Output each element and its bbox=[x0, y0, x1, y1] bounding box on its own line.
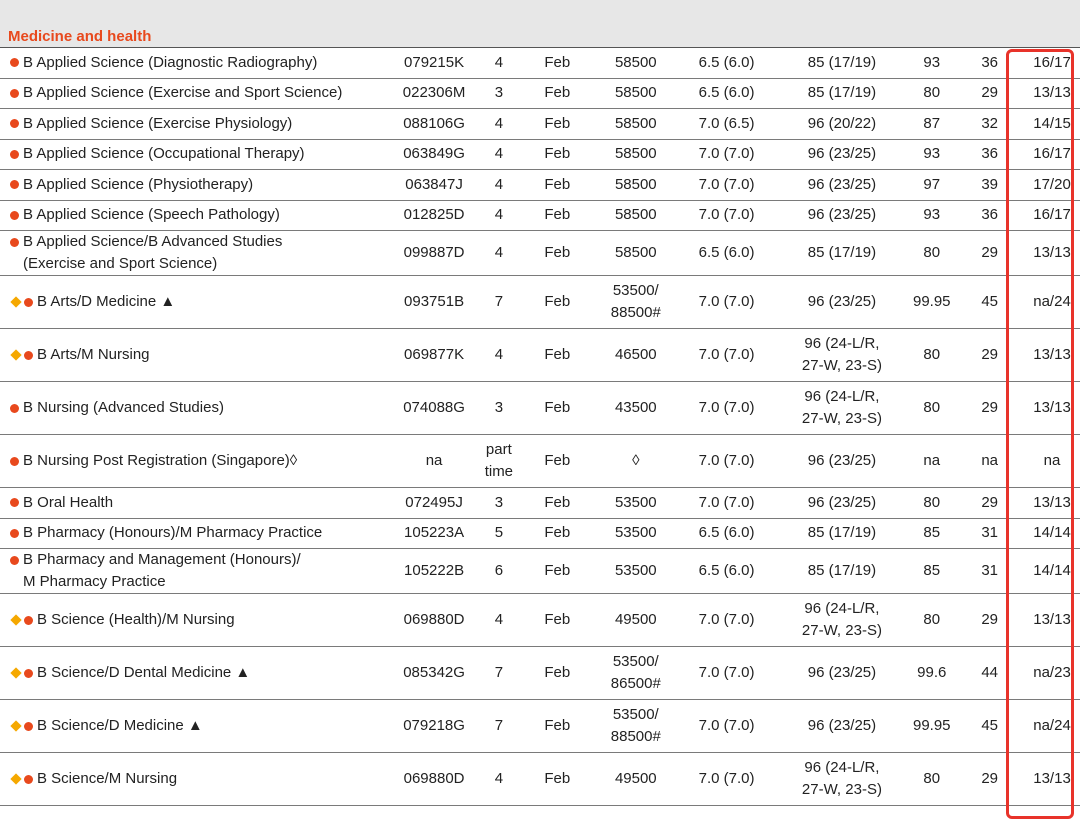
annual-fee: 49500 bbox=[614, 770, 657, 787]
ib-score: 36 bbox=[981, 53, 999, 71]
toefl-score: 85 (17/19) bbox=[807, 53, 877, 71]
course-name: B Science/D Dental Medicine ▲ bbox=[37, 664, 251, 681]
course-name-cell bbox=[0, 768, 391, 790]
annual-fee: 53500/ 88500# bbox=[610, 706, 661, 745]
diamond-icon bbox=[10, 296, 21, 307]
ielts-score: 7.0 (7.0) bbox=[698, 346, 755, 363]
row-markers bbox=[10, 82, 19, 104]
ielts-score: 7.0 (7.0) bbox=[698, 206, 755, 224]
ielts-score: 6.5 (6.0) bbox=[698, 84, 755, 102]
toefl-score: 85 (17/19) bbox=[807, 562, 877, 579]
course-name: B Applied Science (Exercise and Sport Science) bbox=[23, 84, 343, 102]
course-code: 069880D bbox=[403, 611, 465, 628]
course-code: 063847J bbox=[405, 175, 463, 193]
duration: 7 bbox=[494, 664, 504, 681]
table-row bbox=[0, 170, 1080, 201]
course-code: 069880D bbox=[403, 770, 465, 787]
course-code: 093751B bbox=[404, 293, 465, 310]
dot-icon bbox=[10, 238, 19, 247]
dot-icon bbox=[24, 616, 33, 625]
dot-icon bbox=[10, 529, 19, 538]
row-markers bbox=[10, 291, 33, 313]
duration: 7 bbox=[494, 717, 504, 734]
highlighted-score: 13/13 bbox=[1033, 244, 1071, 261]
ib-score: 32 bbox=[981, 114, 999, 132]
start-month: Feb bbox=[544, 84, 571, 102]
duration: 4 bbox=[494, 611, 504, 628]
ielts-score: 7.0 (7.0) bbox=[698, 175, 755, 193]
ib-score: 29 bbox=[981, 770, 999, 787]
row-markers bbox=[10, 204, 19, 226]
row-markers bbox=[10, 397, 19, 419]
toefl-score: 96 (24-L/R, 27-W, 23-S) bbox=[801, 759, 882, 798]
ielts-score: 7.0 (7.0) bbox=[698, 145, 755, 163]
course-name: B Applied Science (Occupational Therapy) bbox=[23, 145, 305, 163]
highlighted-score: na/23 bbox=[1033, 664, 1071, 681]
atar-score: 99.95 bbox=[912, 293, 951, 310]
annual-fee: 58500 bbox=[614, 53, 657, 71]
dot-icon bbox=[10, 180, 19, 189]
annual-fee: 53500/ 88500# bbox=[610, 282, 661, 321]
ib-score: 45 bbox=[981, 717, 999, 734]
atar-score: na bbox=[923, 452, 941, 469]
annual-fee: 58500 bbox=[614, 145, 657, 163]
highlighted-score: 13/13 bbox=[1033, 770, 1071, 787]
row-markers bbox=[10, 522, 19, 544]
course-name-cell bbox=[0, 450, 391, 472]
course-name: B Arts/M Nursing bbox=[37, 346, 150, 363]
table-row bbox=[0, 488, 1080, 519]
ielts-score: 6.5 (6.0) bbox=[698, 562, 755, 579]
course-code: 022306M bbox=[402, 84, 466, 102]
toefl-score: 96 (23/25) bbox=[807, 175, 877, 193]
ib-score: 31 bbox=[981, 562, 999, 579]
start-month: Feb bbox=[544, 399, 571, 416]
table-row bbox=[0, 549, 1080, 594]
duration: 7 bbox=[494, 293, 504, 310]
toefl-score: 85 (17/19) bbox=[807, 244, 877, 261]
duration: 4 bbox=[494, 145, 504, 163]
ielts-score: 6.5 (6.0) bbox=[698, 524, 755, 542]
row-markers bbox=[10, 662, 33, 684]
table-row bbox=[0, 201, 1080, 232]
toefl-score: 96 (23/25) bbox=[807, 664, 877, 681]
duration: 4 bbox=[494, 244, 504, 261]
table-row bbox=[0, 140, 1080, 171]
course-code: 063849G bbox=[403, 145, 465, 163]
ib-score: 31 bbox=[981, 524, 999, 542]
ielts-score: 7.0 (6.5) bbox=[698, 114, 755, 132]
highlighted-score: 14/14 bbox=[1033, 524, 1071, 542]
annual-fee: 58500 bbox=[614, 244, 657, 261]
ib-score: 29 bbox=[981, 84, 999, 102]
dot-icon bbox=[24, 722, 33, 731]
ib-score: 29 bbox=[981, 244, 999, 261]
toefl-score: 96 (23/25) bbox=[807, 206, 877, 224]
highlighted-score: 13/13 bbox=[1033, 399, 1071, 416]
dot-icon bbox=[24, 775, 33, 784]
duration: 4 bbox=[494, 53, 504, 71]
atar-score: 99.95 bbox=[912, 717, 951, 734]
start-month: Feb bbox=[544, 664, 571, 681]
annual-fee: 43500 bbox=[614, 399, 657, 416]
table-row bbox=[0, 276, 1080, 329]
duration: 4 bbox=[494, 770, 504, 787]
duration: 3 bbox=[494, 84, 504, 102]
toefl-score: 85 (17/19) bbox=[807, 84, 877, 102]
duration: 3 bbox=[494, 493, 504, 511]
duration: 4 bbox=[494, 114, 504, 132]
ib-score: 29 bbox=[981, 399, 999, 416]
duration: 5 bbox=[494, 524, 504, 542]
highlighted-score: 16/17 bbox=[1033, 206, 1071, 224]
course-code: 079215K bbox=[404, 53, 465, 71]
dot-icon bbox=[10, 119, 19, 128]
table-row bbox=[0, 519, 1080, 550]
ib-score: 36 bbox=[981, 206, 999, 224]
highlighted-score: na/24 bbox=[1033, 293, 1071, 310]
row-markers bbox=[10, 143, 19, 165]
course-name-cell bbox=[0, 52, 391, 74]
atar-score: 87 bbox=[923, 114, 941, 132]
toefl-score: 85 (17/19) bbox=[807, 524, 877, 542]
course-name-cell bbox=[0, 715, 391, 737]
ielts-score: 7.0 (7.0) bbox=[698, 770, 755, 787]
atar-score: 80 bbox=[923, 399, 941, 416]
section-title: Medicine and health bbox=[8, 28, 152, 45]
ib-score: 29 bbox=[981, 346, 999, 363]
course-code: 105222B bbox=[404, 562, 465, 579]
ib-score: 45 bbox=[981, 293, 999, 310]
annual-fee: 46500 bbox=[614, 346, 657, 363]
ib-score: 29 bbox=[981, 493, 999, 511]
table-row bbox=[0, 647, 1080, 700]
row-markers bbox=[10, 715, 33, 737]
course-name: B Applied Science/B Advanced Studies (Exercise and Sport Science) bbox=[23, 233, 283, 272]
course-name: B Applied Science (Speech Pathology) bbox=[23, 206, 280, 224]
atar-score: 80 bbox=[923, 770, 941, 787]
dot-icon bbox=[10, 211, 19, 220]
section-header bbox=[0, 25, 1080, 48]
annual-fee: ◊ bbox=[632, 452, 640, 469]
ielts-score: 7.0 (7.0) bbox=[698, 664, 755, 681]
course-name-cell bbox=[0, 113, 391, 135]
highlighted-score: 13/13 bbox=[1033, 84, 1071, 102]
course-name: B Science/M Nursing bbox=[37, 770, 178, 787]
highlighted-score: 16/17 bbox=[1033, 145, 1071, 163]
atar-score: 80 bbox=[923, 84, 941, 102]
ielts-score: 7.0 (7.0) bbox=[698, 293, 755, 310]
duration: part time bbox=[484, 441, 514, 480]
start-month: Feb bbox=[544, 493, 571, 511]
row-markers bbox=[10, 609, 33, 631]
highlighted-score: 13/13 bbox=[1033, 346, 1071, 363]
highlighted-score: 14/14 bbox=[1033, 562, 1071, 579]
atar-score: 99.6 bbox=[917, 664, 947, 681]
ib-score: 29 bbox=[981, 611, 999, 628]
ielts-score: 7.0 (7.0) bbox=[698, 452, 755, 469]
course-code: 105223A bbox=[404, 524, 465, 542]
atar-score: 85 bbox=[923, 524, 941, 542]
diamond-icon bbox=[10, 614, 21, 625]
atar-score: 85 bbox=[923, 562, 941, 579]
start-month: Feb bbox=[544, 53, 571, 71]
course-code: 072495J bbox=[405, 493, 463, 511]
course-name-cell bbox=[0, 231, 391, 275]
table-row bbox=[0, 48, 1080, 79]
atar-score: 80 bbox=[923, 493, 941, 511]
atar-score: 93 bbox=[923, 206, 941, 224]
row-markers bbox=[10, 492, 19, 514]
highlighted-score: 16/17 bbox=[1033, 53, 1071, 71]
table-row bbox=[0, 753, 1080, 806]
atar-score: 93 bbox=[923, 145, 941, 163]
table-row bbox=[0, 79, 1080, 110]
toefl-score: 96 (20/22) bbox=[807, 114, 877, 132]
course-name: B Applied Science (Physiotherapy) bbox=[23, 175, 254, 193]
start-month: Feb bbox=[544, 524, 571, 542]
course-name-cell bbox=[0, 143, 391, 165]
row-markers bbox=[10, 549, 19, 571]
start-month: Feb bbox=[544, 717, 571, 734]
diamond-icon bbox=[10, 773, 21, 784]
row-markers bbox=[10, 344, 33, 366]
toefl-score: 96 (24-L/R, 27-W, 23-S) bbox=[801, 335, 882, 374]
table-row bbox=[0, 109, 1080, 140]
table-row bbox=[0, 700, 1080, 753]
dot-icon bbox=[10, 404, 19, 413]
start-month: Feb bbox=[544, 562, 571, 579]
table-row bbox=[0, 329, 1080, 382]
ielts-score: 7.0 (7.0) bbox=[698, 611, 755, 628]
row-markers bbox=[10, 174, 19, 196]
ielts-score: 7.0 (7.0) bbox=[698, 493, 755, 511]
dot-icon bbox=[24, 351, 33, 360]
course-name: B Science/D Medicine ▲ bbox=[37, 717, 203, 734]
dot-icon bbox=[24, 669, 33, 678]
annual-fee: 58500 bbox=[614, 206, 657, 224]
ib-score: na bbox=[981, 452, 999, 469]
duration: 4 bbox=[494, 346, 504, 363]
course-name-cell bbox=[0, 609, 391, 631]
toefl-score: 96 (24-L/R, 27-W, 23-S) bbox=[801, 388, 882, 427]
course-name-cell bbox=[0, 174, 391, 196]
course-name-cell bbox=[0, 662, 391, 684]
annual-fee: 58500 bbox=[614, 114, 657, 132]
atar-score: 80 bbox=[923, 611, 941, 628]
start-month: Feb bbox=[544, 145, 571, 163]
ib-score: 39 bbox=[981, 175, 999, 193]
annual-fee: 53500 bbox=[614, 493, 657, 511]
start-month: Feb bbox=[544, 452, 571, 469]
toefl-score: 96 (23/25) bbox=[807, 145, 877, 163]
diamond-icon bbox=[10, 720, 21, 731]
table-row bbox=[0, 231, 1080, 276]
atar-score: 80 bbox=[923, 244, 941, 261]
start-month: Feb bbox=[544, 770, 571, 787]
course-name-cell bbox=[0, 549, 391, 593]
toefl-score: 96 (23/25) bbox=[807, 717, 877, 734]
course-code: 069877K bbox=[404, 346, 465, 363]
course-name: B Arts/D Medicine ▲ bbox=[37, 293, 176, 310]
ielts-score: 7.0 (7.0) bbox=[698, 399, 755, 416]
row-markers bbox=[10, 231, 19, 253]
duration: 4 bbox=[494, 175, 504, 193]
course-name-cell bbox=[0, 522, 391, 544]
course-name: B Nursing Post Registration (Singapore)◊ bbox=[23, 452, 298, 469]
duration: 3 bbox=[494, 399, 504, 416]
highlight-box bbox=[1006, 49, 1074, 819]
table-row bbox=[0, 435, 1080, 488]
course-name: B Nursing (Advanced Studies) bbox=[23, 399, 224, 416]
start-month: Feb bbox=[544, 611, 571, 628]
duration: 6 bbox=[494, 562, 504, 579]
course-name: B Applied Science (Diagnostic Radiography) bbox=[23, 53, 318, 71]
course-table bbox=[0, 48, 1080, 806]
dot-icon bbox=[10, 58, 19, 67]
start-month: Feb bbox=[544, 293, 571, 310]
annual-fee: 53500 bbox=[614, 524, 657, 542]
course-name: B Science (Health)/M Nursing bbox=[37, 611, 235, 628]
toefl-score: 96 (23/25) bbox=[807, 293, 877, 310]
course-name: B Oral Health bbox=[23, 493, 114, 511]
dot-icon bbox=[10, 457, 19, 466]
course-code: 088106G bbox=[403, 114, 465, 132]
dot-icon bbox=[10, 89, 19, 98]
start-month: Feb bbox=[544, 244, 571, 261]
dot-icon bbox=[10, 150, 19, 159]
atar-score: 93 bbox=[923, 53, 941, 71]
ielts-score: 6.5 (6.0) bbox=[698, 244, 755, 261]
dot-icon bbox=[10, 556, 19, 565]
top-band bbox=[0, 0, 1080, 25]
table-row bbox=[0, 594, 1080, 647]
row-markers bbox=[10, 768, 33, 790]
course-code: 085342G bbox=[403, 664, 465, 681]
highlighted-score: 17/20 bbox=[1033, 175, 1071, 193]
atar-score: 80 bbox=[923, 346, 941, 363]
start-month: Feb bbox=[544, 346, 571, 363]
course-name-cell bbox=[0, 492, 391, 514]
annual-fee: 58500 bbox=[614, 175, 657, 193]
course-code: 012825D bbox=[403, 206, 465, 224]
diamond-icon bbox=[10, 667, 21, 678]
dot-icon bbox=[10, 498, 19, 507]
course-name-cell bbox=[0, 397, 391, 419]
highlighted-score: na/24 bbox=[1033, 717, 1071, 734]
row-markers bbox=[10, 52, 19, 74]
start-month: Feb bbox=[544, 206, 571, 224]
row-markers bbox=[10, 450, 19, 472]
diamond-icon bbox=[10, 349, 21, 360]
ib-score: 36 bbox=[981, 145, 999, 163]
course-code: na bbox=[425, 452, 443, 469]
course-name: B Pharmacy and Management (Honours)/ M Pharmacy Practice bbox=[23, 551, 301, 590]
ielts-score: 7.0 (7.0) bbox=[698, 717, 755, 734]
course-name-cell bbox=[0, 344, 391, 366]
highlighted-score: 13/13 bbox=[1033, 611, 1071, 628]
course-name-cell bbox=[0, 204, 391, 226]
annual-fee: 53500/ 86500# bbox=[610, 653, 661, 692]
table-row bbox=[0, 382, 1080, 435]
annual-fee: 58500 bbox=[614, 84, 657, 102]
dot-icon bbox=[24, 298, 33, 307]
annual-fee: 49500 bbox=[614, 611, 657, 628]
course-name: B Applied Science (Exercise Physiology) bbox=[23, 114, 293, 132]
duration: 4 bbox=[494, 206, 504, 224]
toefl-score: 96 (24-L/R, 27-W, 23-S) bbox=[801, 600, 882, 639]
course-code: 079218G bbox=[403, 717, 465, 734]
ib-score: 44 bbox=[981, 664, 999, 681]
course-name-cell bbox=[0, 291, 391, 313]
course-name: B Pharmacy (Honours)/M Pharmacy Practice bbox=[23, 524, 323, 542]
highlighted-score: na bbox=[1043, 452, 1061, 469]
course-code: 074088G bbox=[403, 399, 465, 416]
atar-score: 97 bbox=[923, 175, 941, 193]
highlighted-score: 13/13 bbox=[1033, 493, 1071, 511]
toefl-score: 96 (23/25) bbox=[807, 493, 877, 511]
annual-fee: 53500 bbox=[614, 562, 657, 579]
start-month: Feb bbox=[544, 175, 571, 193]
toefl-score: 96 (23/25) bbox=[807, 452, 877, 469]
course-code: 099887D bbox=[403, 244, 465, 261]
ielts-score: 6.5 (6.0) bbox=[698, 53, 755, 71]
highlighted-score: 14/15 bbox=[1033, 114, 1071, 132]
row-markers bbox=[10, 113, 19, 135]
start-month: Feb bbox=[544, 114, 571, 132]
course-name-cell bbox=[0, 82, 391, 104]
